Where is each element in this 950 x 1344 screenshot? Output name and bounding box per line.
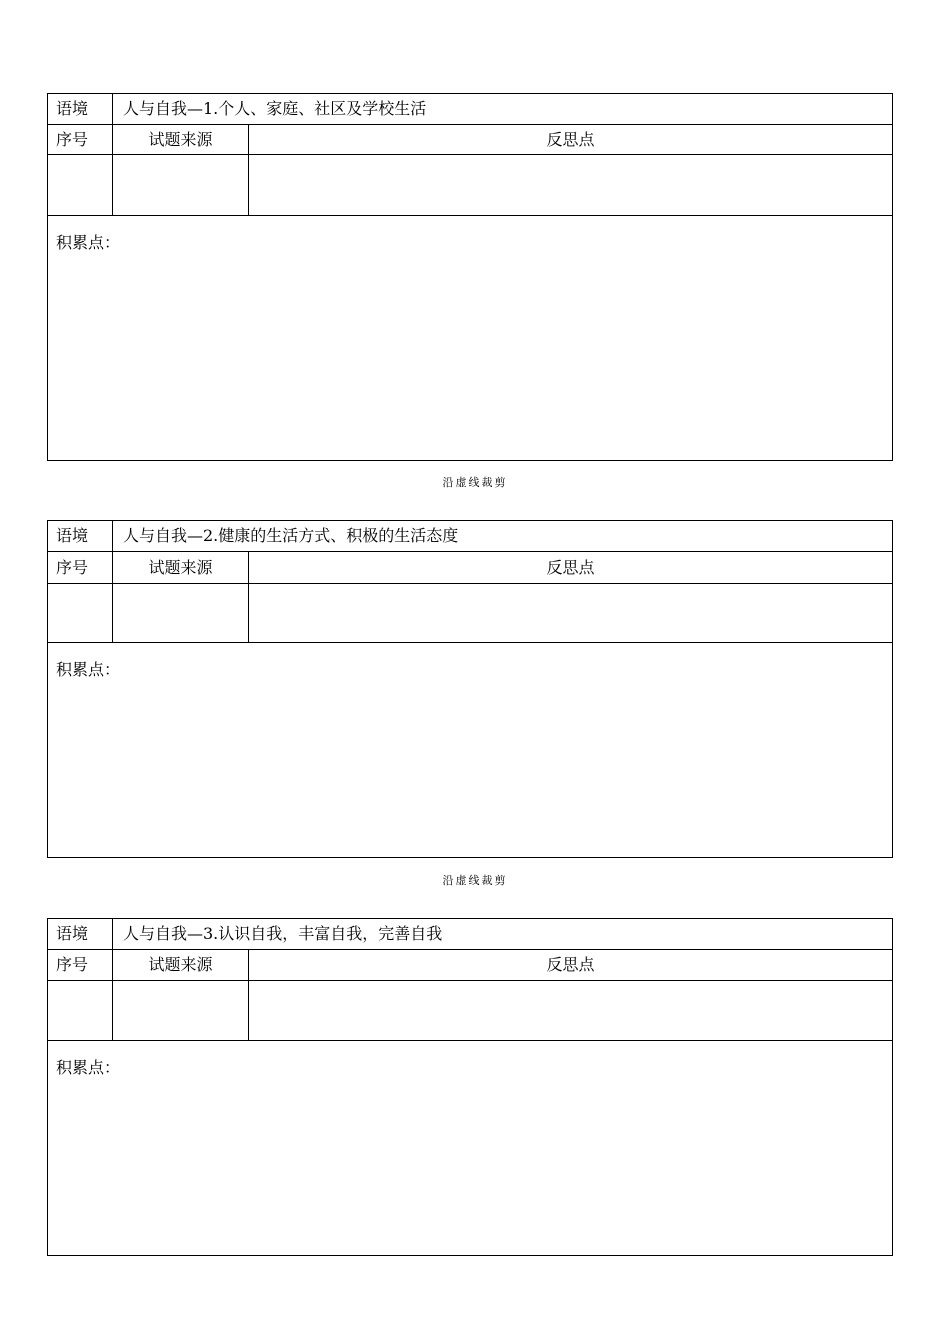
- entry-source-cell[interactable]: [113, 584, 249, 642]
- entry-source-cell[interactable]: [113, 981, 249, 1040]
- entry-no-cell[interactable]: [48, 584, 113, 642]
- context-label: 语境: [48, 94, 113, 124]
- context-label: 语境: [48, 521, 113, 551]
- context-value: 人与自我—1.个人、家庭、社区及学校生活: [123, 99, 427, 118]
- context-value: 人与自我—2.健康的生活方式、积极的生活态度: [123, 526, 459, 545]
- notes-label: 积累点：: [56, 1058, 121, 1077]
- header-row: [48, 950, 892, 981]
- entry-row[interactable]: [48, 981, 892, 1041]
- col-header-source: 试题来源: [113, 125, 249, 154]
- entry-reflection-cell[interactable]: [249, 584, 892, 642]
- context-label: 语境: [48, 919, 113, 949]
- context-row: [48, 521, 892, 552]
- context-row: [48, 94, 892, 125]
- notes-label: 积累点：: [56, 233, 121, 252]
- notes-area[interactable]: [48, 1041, 892, 1078]
- worksheet-card-3: [47, 918, 893, 1256]
- cut-line-label: 沿虚线裁剪: [442, 476, 508, 489]
- context-row: [48, 919, 892, 950]
- entry-no-cell[interactable]: [48, 155, 113, 215]
- notes-label: 积累点：: [56, 660, 121, 679]
- cut-line-label: 沿虚线裁剪: [442, 874, 508, 887]
- entry-row[interactable]: [48, 155, 892, 216]
- col-header-reflection: 反思点: [546, 129, 595, 149]
- context-value: 人与自我—3.认识自我，丰富自我，完善自我: [123, 924, 443, 943]
- col-header-reflection: 反思点: [546, 557, 595, 577]
- notes-area[interactable]: [48, 216, 892, 253]
- entry-reflection-cell[interactable]: [249, 981, 892, 1040]
- notes-area[interactable]: [48, 643, 892, 680]
- col-header-reflection: 反思点: [546, 955, 595, 974]
- col-header-no: 序号: [48, 552, 113, 583]
- col-header-no: 序号: [48, 125, 113, 154]
- header-row: [48, 552, 892, 584]
- col-header-no: 序号: [48, 950, 113, 980]
- worksheet-card-1: [47, 93, 893, 461]
- entry-source-cell[interactable]: [113, 155, 249, 215]
- entry-no-cell[interactable]: [48, 981, 113, 1040]
- entry-reflection-cell[interactable]: [249, 155, 892, 215]
- col-header-source: 试题来源: [113, 950, 249, 980]
- col-header-source: 试题来源: [113, 552, 249, 583]
- worksheet-card-2: [47, 520, 893, 858]
- entry-row[interactable]: [48, 584, 892, 643]
- header-row: [48, 125, 892, 155]
